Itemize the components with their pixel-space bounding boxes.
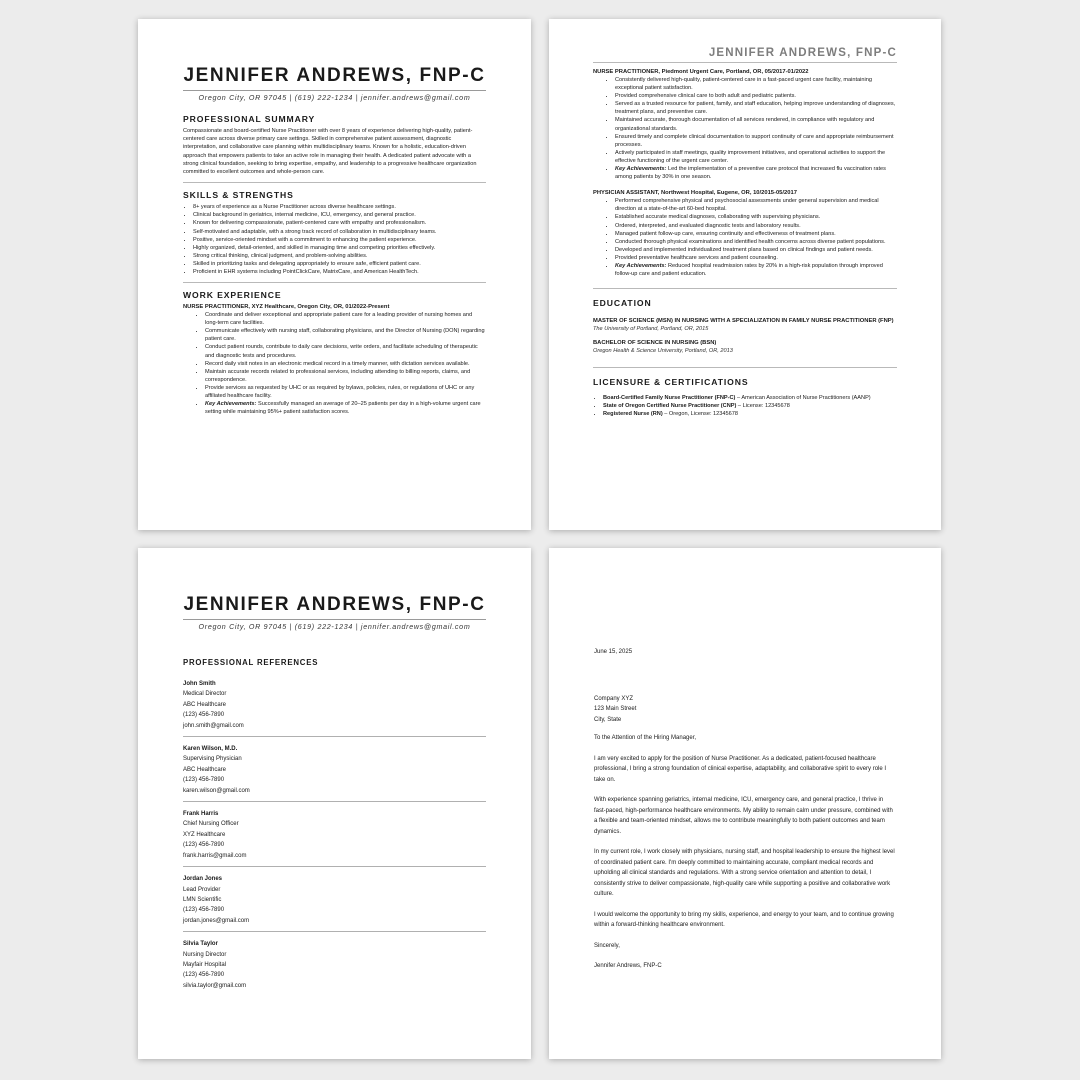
achievement-label: Key Achievements: [615, 262, 667, 269]
reference-email: silvia.taylor@gmail.com [183, 982, 247, 989]
achievement-text: Led the implementation of a preventive care protocol that increased flu vaccination rates among patients by 30% in one season. [615, 166, 886, 181]
experience-section [183, 290, 486, 428]
reference-entry [183, 809, 486, 867]
education-section [593, 296, 897, 368]
education-school: The University of Portland, Portland, OR, 2015 [593, 326, 709, 333]
job-achievement [615, 165, 897, 181]
letter-closing: Sincerely, [594, 942, 620, 949]
skill-item: • Self-motivated and adaptable, with a strong track record of collaboration in multidisciplinary teams. [193, 228, 486, 236]
job-entry [183, 303, 486, 416]
reference-entry [183, 874, 486, 932]
certification-item [603, 394, 897, 402]
job-title: PHYSICIAN ASSISTANT, Northwest Hospital, Eugene, OR, 10/2015-05/2017 [593, 190, 797, 197]
reference-org: XYZ Healthcare [183, 831, 226, 838]
reference-phone: (123) 456-7890 [183, 842, 225, 849]
reference-role: Nursing Director [183, 951, 227, 958]
experience-title: WORK EXPERIENCE [183, 290, 282, 301]
reference-phone: (123) 456-7890 [183, 907, 225, 914]
job-bullet: • Established accurate medical diagnoses, collaborating with supervising physicians. [615, 213, 897, 221]
reference-email: frank.harris@gmail.com [183, 852, 247, 859]
job-title: NURSE PRACTITIONER, Piedmont Urgent Care, Portland, OR, 05/2017-01/2022 [593, 69, 809, 75]
letter-recipient-address [594, 694, 896, 726]
education-school: Oregon Health & Science University, Portland, OR, 2013 [593, 348, 733, 355]
reference-name: Karen Wilson, M.D. [183, 746, 238, 753]
job-bullets [593, 76, 897, 181]
references-title: PROFESSIONAL REFERENCES [183, 658, 319, 667]
certifications-title: LICENSURE & CERTIFICATIONS [593, 377, 749, 388]
reference-org: LMN Scientific [183, 896, 222, 903]
job-bullet: • Provide services as requested by UHC or as required by bylaws, policies, rules, or regulations of UHC or any affiliated healthcare facility. [205, 384, 486, 400]
letter-date: June 15, 2025 [594, 649, 633, 655]
certification-item [603, 410, 897, 418]
reference-name: Silvia Taylor [183, 941, 218, 948]
reference-entry [183, 744, 486, 802]
resume-page-1 [138, 19, 531, 530]
summary-section [183, 114, 486, 183]
reference-role: Chief Nursing Officer [183, 821, 239, 828]
job-entry [593, 68, 897, 181]
contact-line: Oregon City, OR 97045 | (619) 222-1234 | jennifer.andrews@gmail.com [183, 90, 486, 102]
reference-org: Mayfair Hospital [183, 961, 227, 968]
recipient-street: 123 Main Street [594, 706, 637, 712]
summary-text: Compassionate and board-certified Nurse Practitioner with over 8 years of experience delivering high-quality, patient-centered care across diverse primary care settings. Skilled in comprehensive patient assessment, diagnostic interpretation, and collaborative care planning within multidisciplinary teams. Known for a holistic, education-driven approach that empowers patients to take an active role in managing their health. A dedicated patient advocate with a strong clinical foundation, seeking to bring expertise, empathy, and leadership to a progressive healthcare organization committed to excellent outcomes and whole-person care. [183, 128, 477, 176]
skill-item: • Clinical background in geriatrics, internal medicine, ICU, emergency, and general practice. [193, 211, 486, 219]
resume-page-2 [549, 19, 941, 530]
job-entry [593, 189, 897, 278]
job-bullet: • Actively participated in staff meetings, quality improvement initiatives, and operational activities to support the effective functioning of the urgent care center. [615, 149, 897, 165]
job-bullet: • Conducted thorough physical examinations and identified health concerns across diverse patient populations. [615, 238, 897, 246]
certification-detail: – American Association of Nurse Practitioners (AANP) [735, 395, 871, 402]
job-achievement [615, 262, 897, 278]
skill-item: • Highly organized, detail-oriented, and skilled in managing time and competing priorities effectively. [193, 244, 486, 252]
job-bullet: • Communicate effectively with nursing staff, collaborating physicians, and the Director of Nursing (DON) regarding patient care. [205, 327, 486, 343]
skill-item: • Known for delivering compassionate, patient-centered care with empathy and professionalism. [193, 219, 486, 227]
contact-line: Oregon City, OR 97045 | (619) 222-1234 | jennifer.andrews@gmail.com [183, 619, 486, 631]
reference-name: Jordan Jones [183, 876, 223, 883]
reference-phone: (123) 456-7890 [183, 972, 225, 979]
education-degree: BACHELOR OF SCIENCE IN NURSING (BSN) [593, 340, 717, 347]
job-bullet: • Served as a trusted resource for patient, family, and staff education, helping improve understanding of diagnoses, treatment plans, and preventive care. [615, 100, 897, 116]
certification-name: Registered Nurse (RN) [603, 411, 663, 418]
skills-list [183, 203, 486, 276]
letter-salutation: To the Attention of the Hiring Manager, [594, 735, 697, 741]
reference-entry [183, 939, 486, 996]
job-bullet: • Developed and implemented individualized treatment plans based on clinical findings and patient needs. [615, 246, 897, 254]
letter-paragraph: With experience spanning geriatrics, internal medicine, ICU, emergency care, and general practice, I thrive in fast-paced, high-performance healthcare environments. My ability to remain calm under pressure, combined with a flexible and team-oriented mindset, allows me to contribute meaningfully to both patient outcomes and team dynamics. [594, 797, 893, 835]
achievement-label: Key Achievements: [615, 166, 667, 173]
certification-detail: – License: 12345678 [736, 403, 790, 410]
skills-title: SKILLS & STRENGTHS [183, 190, 294, 201]
certification-name: State of Oregon Certified Nurse Practitioner (CNP) [603, 403, 737, 410]
skill-item: • Skilled in prioritizing tasks and delegating appropriately to ensure safe, efficient patient care. [193, 260, 486, 268]
reference-role: Medical Director [183, 691, 227, 698]
summary-title: PROFESSIONAL SUMMARY [183, 114, 316, 124]
job-achievement [205, 400, 486, 416]
reference-entry [183, 679, 486, 737]
education-title: EDUCATION [593, 298, 652, 309]
reference-phone: (123) 456-7890 [183, 777, 225, 784]
cover-letter-content [594, 647, 896, 982]
achievement-text: Reduced hospital readmission rates by 20% in a high-risk population through improved follow-up care and patient education. [615, 262, 883, 278]
job-bullet: • Coordinate and deliver exceptional and appropriate patient care for a leading provider of nursing homes and long-term care facilities. [205, 311, 486, 327]
recipient-city: City, State [594, 716, 622, 723]
job-bullet: • Consistently delivered high-quality, patient-centered care in a fast-paced urgent care facility, maintaining exceptional patient satisfaction. [615, 76, 897, 92]
job-bullet: • Conduct patient rounds, contribute to daily care decisions, write orders, and facilitate scheduling of therapeutic and diagnostic tests and procedures. [205, 343, 486, 359]
job-bullet: • Performed comprehensive physical and psychosocial assessments under general supervision and medical direction at a state-of-the-art 60-bed hospital. [615, 197, 897, 213]
reference-role: Supervising Physician [183, 756, 242, 763]
letter-paragraph: I would welcome the opportunity to bring my skills, experience, and energy to your team, and to continue growing within a forward-thinking healthcare environment. [594, 911, 894, 928]
reference-phone: (123) 456-7890 [183, 712, 225, 719]
skill-item: • 8+ years of experience as a Nurse Practitioner across diverse healthcare settings. [193, 203, 486, 211]
cover-letter-page [549, 548, 941, 1059]
certifications-section [593, 375, 897, 424]
reference-org: ABC Healthcare [183, 701, 227, 708]
skill-item: • Proficient in EHR systems including PointClickCare, MatrixCare, and American HealthTech. [193, 268, 486, 276]
reference-email: karen.wilson@gmail.com [183, 787, 250, 794]
job-title: NURSE PRACTITIONER, XYZ Healthcare, Oregon City, OR, 01/2022-Present [183, 304, 390, 311]
candidate-name: JENNIFER ANDREWS, FNP-C [183, 65, 486, 86]
experience-continued [593, 68, 897, 289]
letter-signature: Jennifer Andrews, FNP-C [594, 963, 662, 969]
resume-page-1-content [183, 65, 486, 435]
reference-name: Frank Harris [183, 811, 219, 818]
job-bullet: • Ensured timely and complete clinical documentation to support continuity of care and appropriate reimbursement processes. [615, 133, 897, 149]
skill-item: • Positive, service-oriented mindset with a commitment to enhancing the patient experience. [193, 236, 486, 244]
job-bullets [183, 311, 486, 416]
references-page-content [183, 594, 486, 1003]
certification-detail: – Oregon, License: 12345678 [662, 411, 738, 418]
job-bullet: • Provided comprehensive clinical care to both adult and pediatric patients. [615, 92, 897, 100]
page-header-name: JENNIFER ANDREWS, FNP-C [593, 47, 897, 63]
reference-org: ABC Healthcare [183, 766, 227, 773]
recipient-company: Company XYZ [594, 695, 634, 702]
achievement-text: Successfully managed an average of 20–25 patients per day in a high-volume urgent care setting while maintaining 95%+ patient satisfaction scores. [205, 401, 481, 416]
resume-page-2-content [593, 47, 897, 431]
reference-email: john.smith@gmail.com [183, 722, 244, 729]
skill-item: • Strong critical thinking, clinical judgment, and problem-solving abilities. [193, 252, 486, 260]
job-bullet: • Provided preventative healthcare services and patient counseling. [615, 254, 897, 262]
reference-role: Lead Provider [183, 886, 221, 893]
achievement-label: Key Achievements: [205, 401, 257, 408]
reference-email: jordan.jones@gmail.com [183, 917, 250, 924]
letter-paragraph: In my current role, I work closely with physicians, nursing staff, and hospital leadership to ensure the highest level of coordinated patient care. I'm deeply committed to maintaining accurate, compliant medical records and upholding all clinical standards and regulations. With a strong service orientation and attention to detail, I consistently strive to deliver compassionate, high-quality care while supporting a positive and collaborative work culture. [594, 849, 895, 897]
references-page [138, 548, 531, 1059]
certifications-list [593, 394, 897, 418]
job-bullet: • Ordered, interpreted, and evaluated diagnostic tests and laboratory results. [615, 222, 897, 230]
certification-name: Board-Certified Family Nurse Practitioner (FNP-C) [603, 395, 736, 402]
letter-paragraph: I am very excited to apply for the position of Nurse Practitioner. As a dedicated, patient-focused healthcare professional, I bring a strong foundation of clinical expertise, adaptability, and collaborative spirit to every role I take on. [594, 755, 887, 783]
job-bullet: • Maintain accurate records related to professional services, including attending to billing reports, claims, and correspondence. [205, 368, 486, 384]
job-bullet: • Record daily visit notes in an electronic medical record in a timely manner, with dictation services available. [205, 360, 486, 368]
skills-section [183, 190, 486, 283]
certification-item [603, 402, 897, 410]
education-degree: MASTER OF SCIENCE (MSN) IN NURSING WITH A SPECIALIZATION IN FAMILY NURSE PRACTITIONER (FNP) [593, 318, 894, 325]
candidate-name: JENNIFER ANDREWS, FNP-C [183, 594, 486, 615]
reference-name: John Smith [183, 681, 216, 687]
job-bullets [593, 197, 897, 278]
job-bullet: • Maintained accurate, thorough documentation of all services rendered, in compliance with regulatory and organizational standards. [615, 116, 897, 132]
job-bullet: • Managed patient follow-up care, ensuring continuity and effectiveness of treatment plans. [615, 230, 897, 238]
